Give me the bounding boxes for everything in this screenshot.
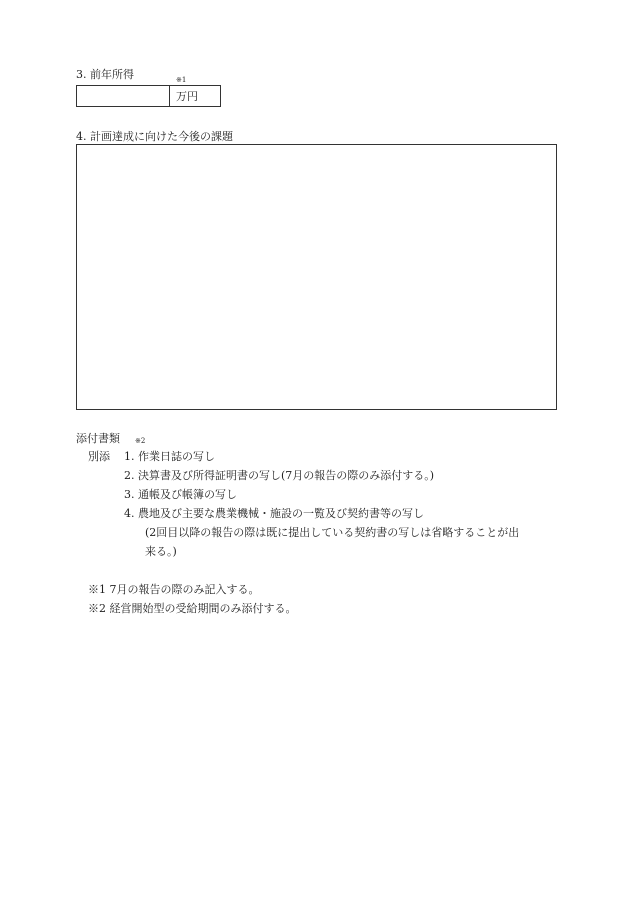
- footnote-2: ※2 経営開始型の受給期間のみ添付する。: [88, 602, 297, 615]
- attachment-item-4-note-line2: 来る。): [145, 545, 177, 558]
- section3-heading: 3. 前年所得: [76, 68, 134, 81]
- section4-heading: 4. 計画達成に向けた今後の課題: [76, 130, 233, 143]
- attachment-item-3: 3. 通帳及び帳簿の写し: [124, 488, 237, 501]
- income-input[interactable]: [76, 85, 170, 107]
- attachment-item-2: 2. 決算書及び所得証明書の写し(7月の報告の際のみ添付する。): [124, 469, 435, 482]
- section3-note-mark: ※1: [176, 76, 187, 84]
- issues-textarea[interactable]: [76, 144, 557, 410]
- income-unit-cell: [169, 85, 221, 107]
- income-unit: 万円: [176, 90, 198, 103]
- attachment-item-4: 4. 農地及び主要な農業機械・施設の一覧及び契約書等の写し: [124, 507, 424, 520]
- footnote-1: ※1 7月の報告の際のみ記入する。: [88, 583, 260, 596]
- attachments-prefix: 別添: [88, 450, 110, 463]
- attachment-item-4-note-line1: (2回目以降の報告の際は既に提出している契約書の写しは省略することが出: [145, 526, 520, 539]
- attachments-heading: 添付書類: [76, 432, 120, 445]
- attachments-note-mark: ※2: [135, 437, 146, 445]
- attachment-item-1: 1. 作業日誌の写し: [124, 450, 215, 463]
